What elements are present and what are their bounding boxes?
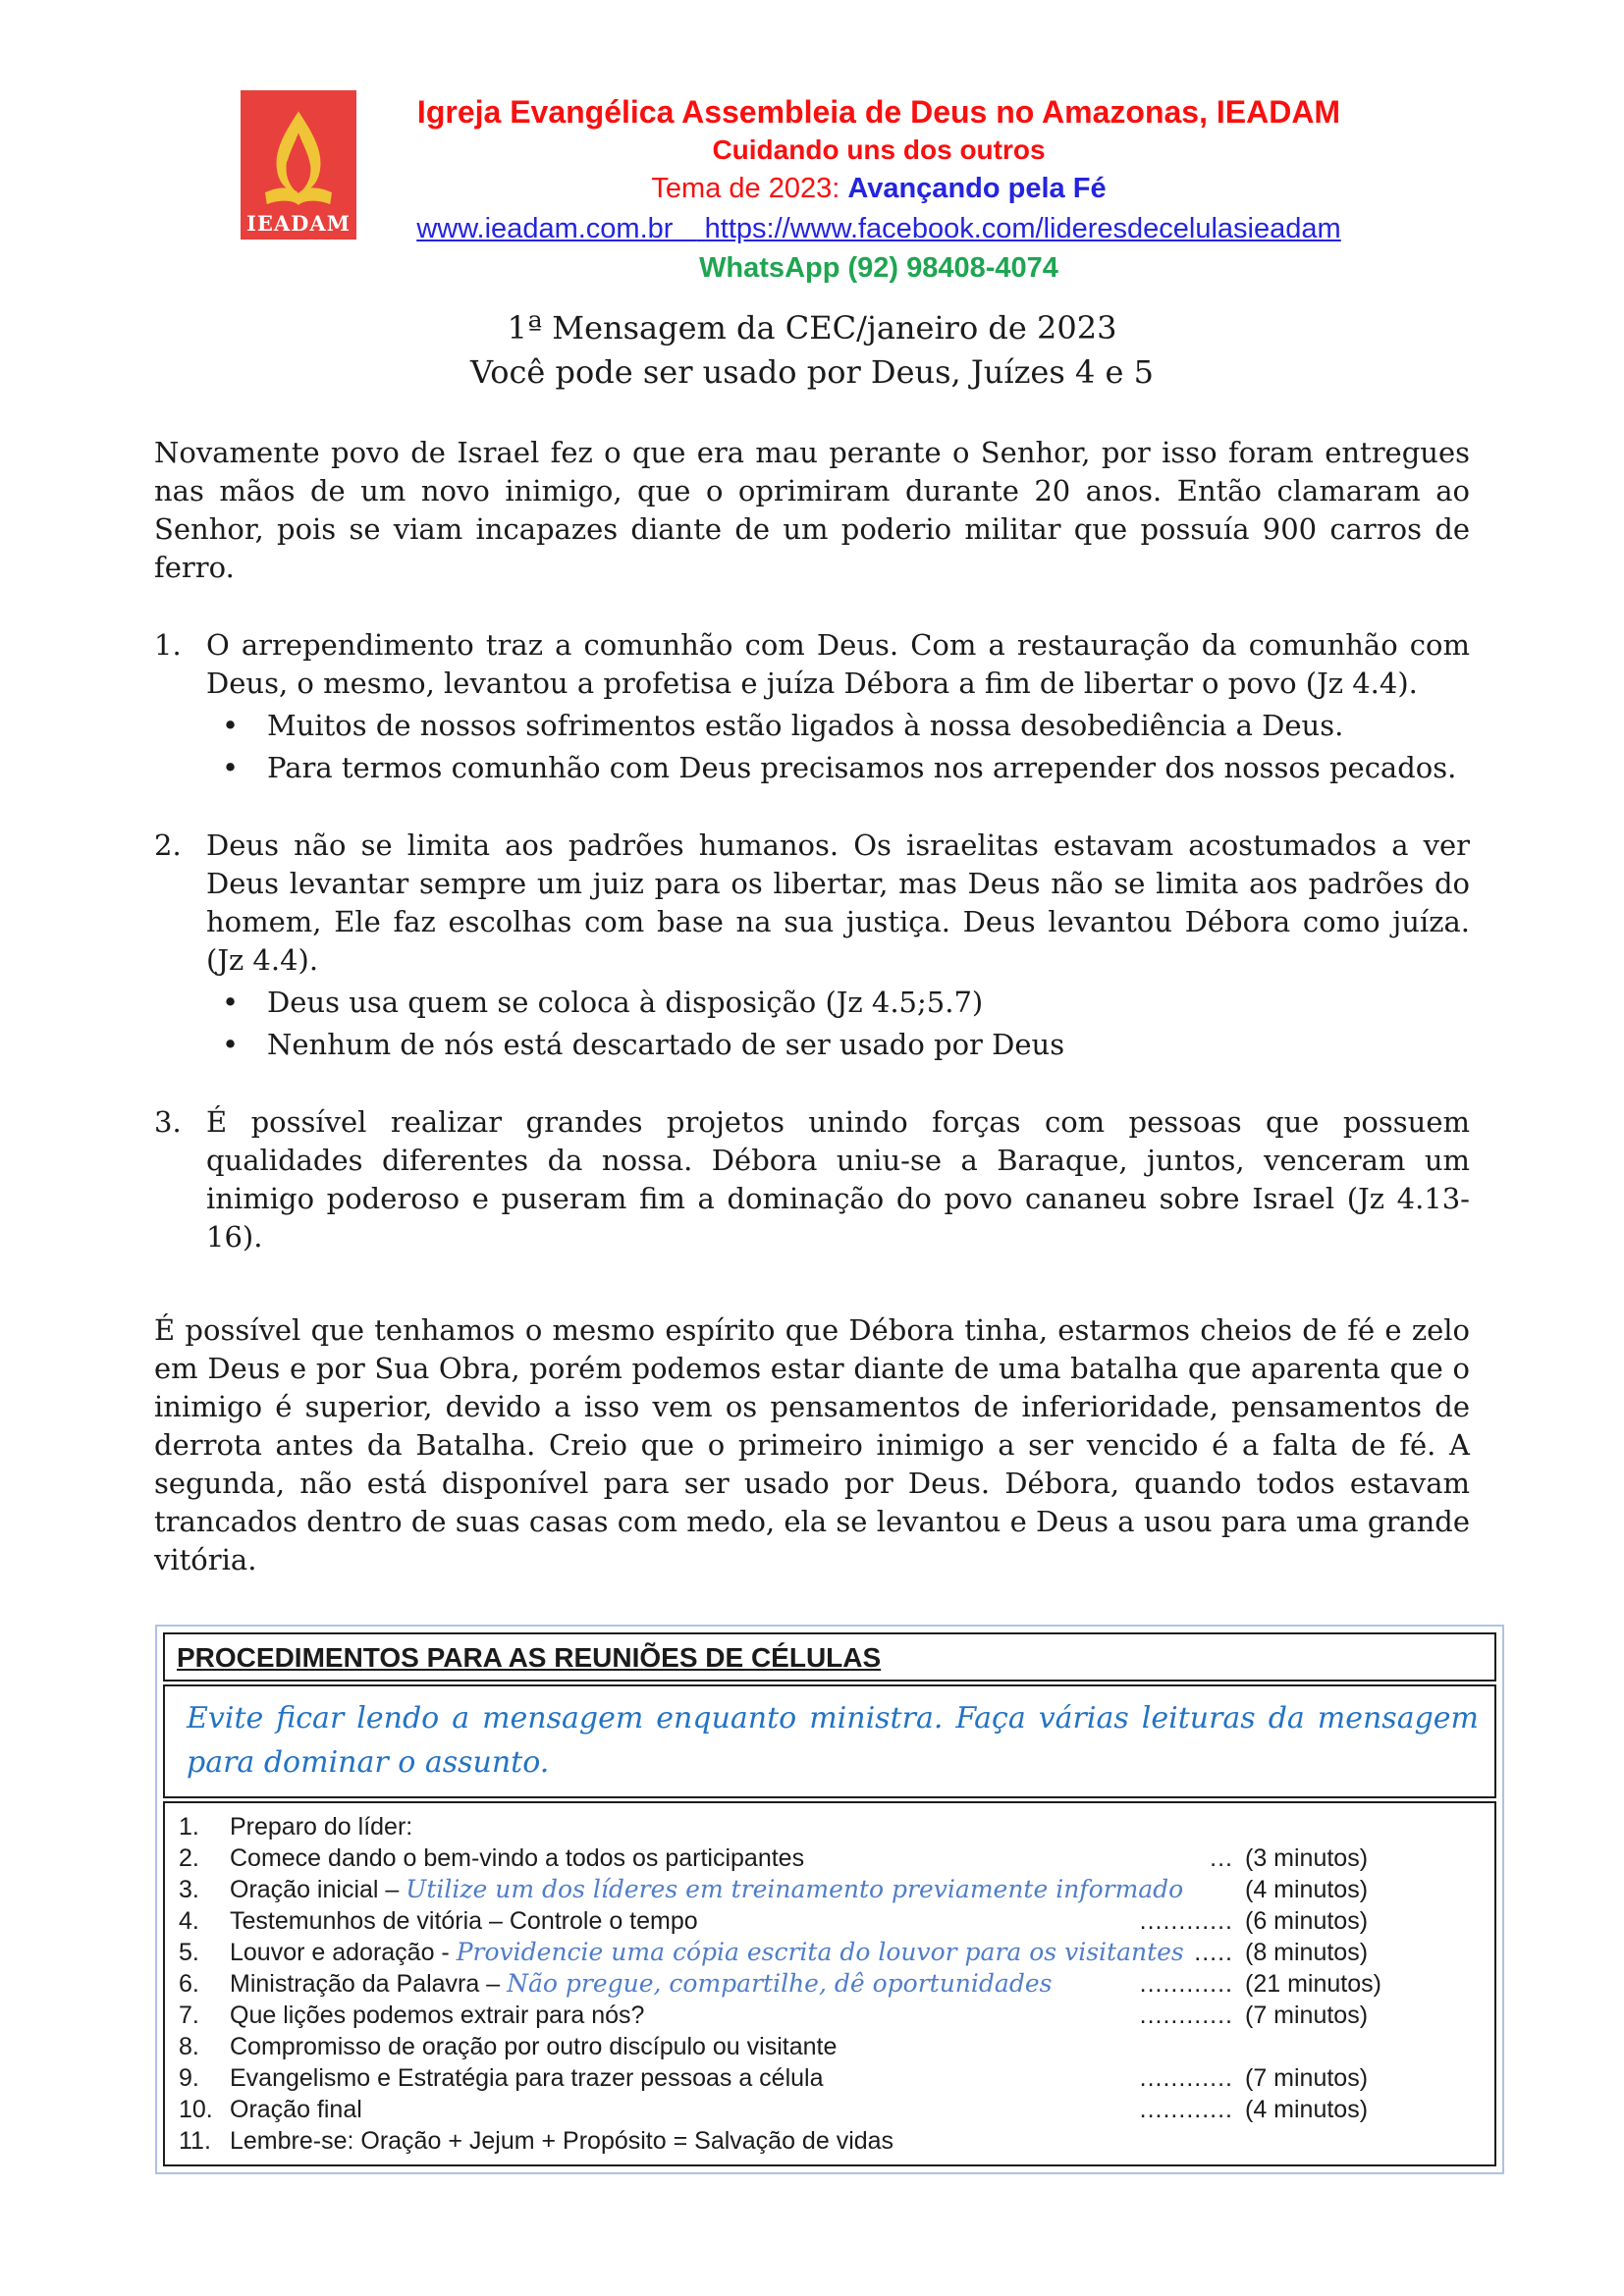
- procedure-number: 3.: [179, 1876, 199, 1903]
- procedure-label: Que lições podemos extrair para nós?: [230, 2002, 645, 2029]
- item-bullets: [206, 984, 1470, 1064]
- procedure-number: 1.: [179, 1813, 199, 1841]
- procedure-number: 5.: [179, 1939, 199, 1966]
- procedure-italic-note: Providencie uma cópia escrita do louvor para os visitantes: [456, 1938, 1184, 1966]
- procedure-number: 4.: [179, 1907, 199, 1935]
- theme-value: Avançando pela Fé: [847, 173, 1107, 204]
- dot-leader: ...: [1210, 1844, 1233, 1872]
- doc-title-line1: 1ª Mensagem da CEC/janeiro de 2023: [507, 309, 1117, 347]
- procedures-heading: PROCEDIMENTOS PARA AS REUNIÕES DE CÉLULAS: [177, 1642, 882, 1673]
- org-slogan: Cuidando uns dos outros: [712, 134, 1046, 165]
- procedure-row: [165, 2125, 1494, 2157]
- bullet-text: Deus usa quem se coloca à disposição (Jz 4.5;5.7): [267, 986, 984, 1019]
- dot-leader: .....: [1194, 1939, 1233, 1966]
- item-text: Deus não se limita aos padrões humanos. Os israelitas estavam acostumados a ver Deus levantar sempre um juiz para os libertar, mas Deus não se limita aos padrões do homem, Ele faz escolhas com base na sua justiça. Deus levantou Débora como juíza. (Jz 4.4).: [206, 828, 1470, 977]
- procedure-label: Compromisso de oração por outro discípulo ou visitante: [230, 2033, 838, 2060]
- link-separator: [680, 213, 696, 244]
- procedure-row: [165, 1937, 1494, 1968]
- item-bullets: [206, 707, 1470, 787]
- procedure-duration: (7 minutos): [1245, 2064, 1369, 2092]
- procedure-label: Testemunhos de vitória – Controle o tempo: [230, 1907, 698, 1935]
- body-sections: [154, 626, 1470, 1256]
- item-text: É possível realizar grandes projetos unindo forças com pessoas que possuem qualidades diferentes da nossa. Débora uniu-se a Baraque, juntos, venceram um inimigo poderoso e puseram fim a dominação do povo cananeu sobre Israel (Jz 4.13-16).: [206, 1105, 1470, 1254]
- procedure-row: [165, 1811, 1494, 1842]
- procedure-number: 2.: [179, 1844, 199, 1872]
- bullet-icon: •: [222, 986, 240, 1019]
- numbered-item: [154, 1103, 1470, 1256]
- procedure-label: Lembre-se: Oração + Jejum + Propósito = Salvação de vidas: [230, 2127, 894, 2155]
- website-link[interactable]: www.ieadam.com.br: [416, 213, 674, 244]
- procedure-duration: (3 minutos): [1245, 1844, 1369, 1872]
- letterhead: [154, 90, 1470, 287]
- numbered-item: [154, 626, 1470, 787]
- bullet-text: Para termos comunhão com Deus precisamos nos arrepender dos nossos pecados.: [267, 751, 1457, 784]
- closing-paragraph: É possível que tenhamos o mesmo espírito que Débora tinha, estarmos cheios de fé e zelo em Deus e por Sua Obra, porém podemos estar diante de uma batalha que aparenta que o inimigo é superior, devido a isso vem os pensamentos de inferioridade, pensamentos de derrota antes da Batalha. Creio que o primeiro inimigo a ser vencido é a falta de fé. A segunda, não está disponível para ser usado por Deus. Débora, quando todos estavam trancados dentro de suas casas com medo, ela se levantou e Deus a usou para uma grande vitória.: [154, 1313, 1470, 1576]
- item-text: O arrependimento traz a comunhão com Deus. Com a restauração da comunhão com Deus, o mesmo, levantou a profetisa e juíza Débora a fim de libertar o povo (Jz 4.4).: [206, 628, 1470, 700]
- bullet-item: [206, 749, 1470, 787]
- theme-line: [356, 169, 1401, 208]
- procedure-duration: (21 minutos): [1245, 1970, 1381, 1998]
- bullet-icon: •: [222, 709, 240, 742]
- church-logo: [241, 90, 356, 240]
- procedure-row: [165, 2062, 1494, 2094]
- procedure-duration: (7 minutos): [1245, 2002, 1369, 2029]
- doc-title-line2: Você pode ser usado por Deus, Juízes 4 e 5: [470, 353, 1154, 391]
- numbered-item: [154, 827, 1470, 1064]
- procedure-italic-note: Utilize um dos líderes em treinamento previamente informado: [406, 1875, 1184, 1903]
- procedure-label: Oração final: [230, 2096, 362, 2123]
- procedure-label: Louvor e adoração - Providencie uma cópia escrita do louvor para os visitantes: [230, 1938, 1184, 1966]
- procedure-duration: (8 minutos): [1245, 1939, 1369, 1966]
- procedure-row: [165, 1905, 1494, 1937]
- procedure-number: 7.: [179, 2002, 199, 2029]
- procedure-duration: (6 minutos): [1245, 1907, 1369, 1935]
- procedures-list: [163, 1801, 1496, 2166]
- procedure-italic-note: Não pregue, compartilhe, dê oportunidades: [507, 1969, 1053, 1998]
- procedure-label: Oração inicial – Utilize um dos líderes em treinamento previamente informado: [230, 1875, 1184, 1903]
- item-number: 2.: [154, 828, 182, 862]
- procedure-number: 6.: [179, 1970, 199, 1998]
- procedure-number: 9.: [179, 2064, 199, 2092]
- procedure-number: 8.: [179, 2033, 199, 2060]
- bullet-item: [206, 1026, 1470, 1064]
- procedure-duration: (4 minutos): [1245, 1876, 1369, 1903]
- bullet-icon: •: [222, 751, 240, 784]
- procedure-row: [165, 2000, 1494, 2031]
- procedure-row: [165, 1874, 1494, 1905]
- bullet-item: [206, 984, 1470, 1022]
- doc-title: [154, 306, 1470, 395]
- procedure-duration: (4 minutos): [1245, 2096, 1369, 2123]
- bullet-icon: •: [222, 1028, 240, 1061]
- theme-label: Tema de 2023:: [651, 173, 840, 204]
- dot-leader: ............: [1139, 2096, 1233, 2123]
- dot-leader: ............: [1139, 1907, 1233, 1935]
- bullet-text: Muitos de nossos sofrimentos estão ligados à nossa desobediência a Deus.: [267, 709, 1344, 742]
- procedure-number: 11.: [179, 2127, 211, 2155]
- procedures-header-row: [163, 1632, 1496, 1682]
- facebook-link[interactable]: https://www.facebook.com/lideresdecelulasieadam: [704, 213, 1341, 244]
- procedure-row: [165, 1968, 1494, 2000]
- bullet-text: Nenhum de nós está descartado de ser usado por Deus: [267, 1028, 1065, 1061]
- procedure-label: Ministração da Palavra – Não pregue, compartilhe, dê oportunidades: [230, 1969, 1053, 1998]
- procedure-row: [165, 2094, 1494, 2125]
- bullet-item: [206, 707, 1470, 745]
- procedures-table: [155, 1625, 1504, 2174]
- procedure-label: Comece dando o bem-vindo a todos os participantes: [230, 1844, 805, 1872]
- links-line: [356, 208, 1401, 249]
- item-number: 3.: [154, 1105, 182, 1139]
- dot-leader: ............: [1139, 1970, 1233, 1998]
- dot-leader: ............: [1139, 2002, 1233, 2029]
- org-name: Igreja Evangélica Assembleia de Deus no Amazonas, IEADAM: [416, 94, 1341, 130]
- procedure-row: [165, 2031, 1494, 2062]
- flame-book-icon: [253, 109, 344, 211]
- procedures-note: Evite ficar lendo a mensagem enquanto ministra. Faça várias leituras da mensagem para dominar o assunto.: [163, 1684, 1496, 1798]
- item-number: 1.: [154, 628, 182, 662]
- letterhead-text: [356, 90, 1470, 287]
- logo-text: IEADAM: [246, 211, 351, 236]
- procedure-row: [165, 1842, 1494, 1874]
- intro-paragraph: Novamente povo de Israel fez o que era mau perante o Senhor, por isso foram entregues nas mãos de um novo inimigo, que o oprimiram durante 20 anos. Então clamaram ao Senhor, pois se viam incapazes diante de um poderio militar que possuía 900 carros de ferro.: [154, 436, 1470, 584]
- procedure-label: Preparo do líder:: [230, 1813, 413, 1841]
- whatsapp-number: WhatsApp (92) 98408-4074: [699, 252, 1058, 284]
- procedure-label: Evangelismo e Estratégia para trazer pessoas a célula: [230, 2064, 824, 2092]
- dot-leader: ............: [1139, 2064, 1233, 2092]
- procedure-number: 10.: [179, 2096, 213, 2123]
